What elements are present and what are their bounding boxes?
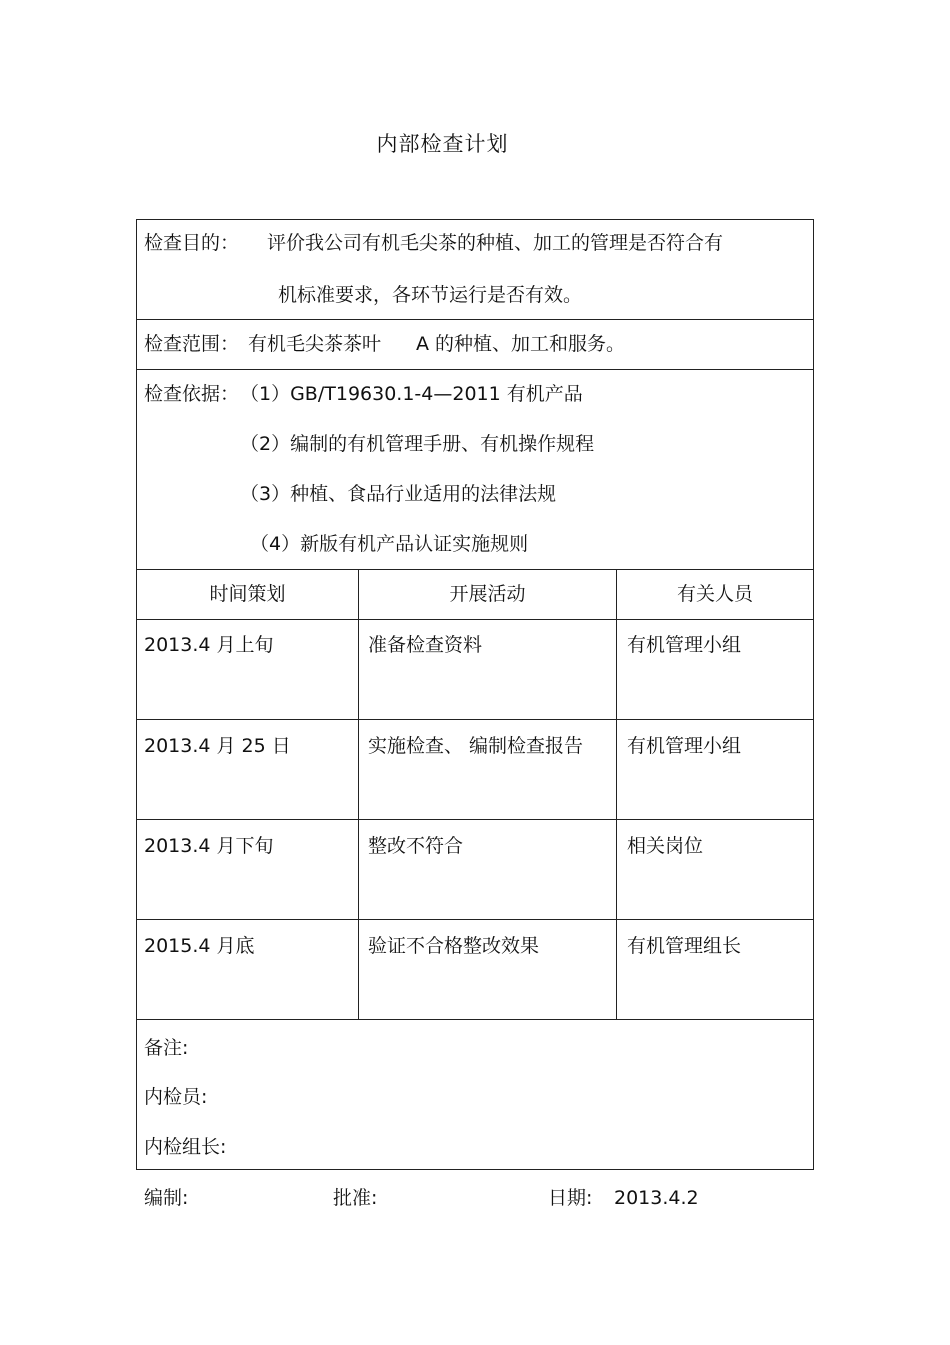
row-1-people: 有机管理小组 (627, 634, 742, 656)
page-title: 内部检查计划 (376, 132, 509, 156)
row-3-people: 相关岗位 (627, 835, 704, 857)
basis-item-1: （1）GB/T19630.1-4—2011 有机产品 (240, 383, 583, 405)
purpose-line-1: 评价我公司有机毛尖茶的种植、加工的管理是否符合有 (267, 232, 724, 254)
purpose-line-2: 机标准要求，各环节运行是否有效。 (278, 284, 583, 306)
basis-item-3: （3）种植、食品行业适用的法律法规 (240, 483, 557, 505)
row-2-time: 2013.4 月 25 日 (144, 735, 291, 757)
row-4-time: 2015.4 月底 (144, 935, 255, 957)
divider-basis (136, 569, 814, 570)
row-2-activity: 实施检查、 编制检查报告 (368, 735, 584, 757)
divider-row-2 (136, 819, 814, 820)
basis-item-4: （4）新版有机产品认证实施规则 (250, 533, 529, 555)
column-divider-1 (358, 569, 359, 1020)
scope-text-b: A 的种植、加工和服务。 (416, 333, 626, 355)
row-3-activity: 整改不符合 (368, 835, 464, 857)
purpose-label: 检查目的： (144, 232, 240, 254)
header-people: 有关人员 (676, 583, 753, 605)
header-time: 时间策划 (209, 583, 286, 605)
divider-purpose (136, 319, 814, 320)
divider-header (136, 619, 814, 620)
scope-label: 检查范围： (144, 333, 240, 355)
basis-item-2: （2）编制的有机管理手册、有机操作规程 (240, 433, 595, 455)
approved-by-label: 批准: (333, 1187, 378, 1209)
inspector-label: 内检员: (144, 1086, 208, 1108)
divider-scope (136, 369, 814, 370)
row-3-time: 2013.4 月下旬 (144, 835, 274, 857)
divider-row-3 (136, 919, 814, 920)
leader-label: 内检组长: (144, 1136, 227, 1158)
inspection-plan-table (136, 219, 814, 1170)
row-1-time: 2013.4 月上旬 (144, 634, 274, 656)
divider-row-1 (136, 719, 814, 720)
basis-label: 检查依据： (144, 383, 240, 405)
row-4-activity: 验证不合格整改效果 (368, 935, 540, 957)
divider-row-4 (136, 1019, 814, 1020)
prepared-by-label: 编制: (144, 1187, 189, 1209)
date-label: 日期: (548, 1187, 593, 1209)
row-1-activity: 准备检查资料 (368, 634, 483, 656)
column-divider-2 (616, 569, 617, 1020)
date-value: 2013.4.2 (614, 1187, 699, 1209)
scope-text-a: 有机毛尖茶茶叶 (248, 333, 382, 355)
row-4-people: 有机管理组长 (627, 935, 742, 957)
row-2-people: 有机管理小组 (627, 735, 742, 757)
header-activity: 开展活动 (449, 583, 526, 605)
remark-label: 备注: (144, 1037, 189, 1059)
